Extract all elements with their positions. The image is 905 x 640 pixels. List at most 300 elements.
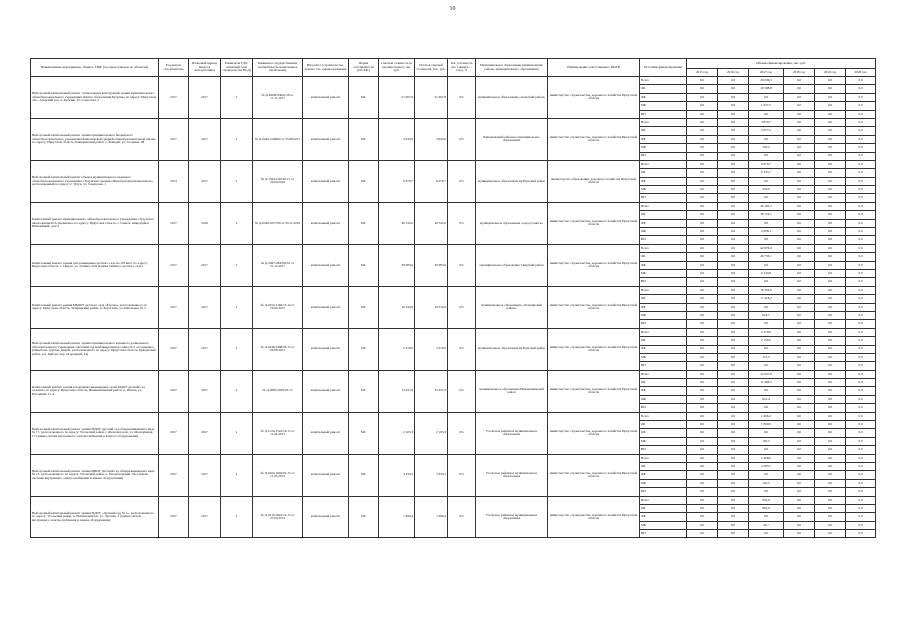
amount-cell: 0,0: [815, 93, 846, 101]
amount-cell: 0,0: [687, 521, 718, 529]
estimate: 6 679,7: [379, 160, 415, 202]
executor: министерство строительства, дорожного хозяйства Иркутской области: [548, 286, 640, 328]
amount-cell: 0,0: [687, 253, 718, 261]
source-code: ОБ: [640, 85, 687, 93]
amount-cell: 0,0: [846, 345, 876, 353]
amount-cell: 0,0: [815, 202, 846, 210]
source-code: ФБ: [640, 303, 687, 311]
remaining: 21 067,8: [415, 77, 448, 119]
amount-cell: 0,0: [687, 395, 718, 403]
amount-cell: 0,0: [815, 127, 846, 135]
amount-cell: 0,0: [846, 479, 876, 487]
amount-cell: 0,0: [846, 244, 876, 252]
amount-cell: 0,0: [846, 186, 876, 194]
amount-cell: 1 037,5: [749, 102, 784, 110]
amount-cell: 0,0: [718, 144, 749, 152]
ownership: МС: [349, 286, 379, 328]
amount-cell: 0,0: [846, 152, 876, 160]
amount-cell: 0,0: [687, 412, 718, 420]
source-code: ВИ: [640, 110, 687, 118]
amount-cell: 0,0: [687, 102, 718, 110]
work-type: капитальный ремонт: [303, 244, 349, 286]
estimate: 39 983,6: [379, 244, 415, 286]
amount-cell: 0,0: [815, 496, 846, 504]
amount-cell: 0,0: [718, 421, 749, 429]
amount-cell: 0,0: [784, 169, 815, 177]
header-work-type: Вид работ (строительство, ремонт, тех. перевооружение): [303, 59, 349, 77]
amount-cell: 0,0: [846, 286, 876, 294]
header-year: 2018 год: [784, 69, 815, 77]
amount-cell: 0,0: [784, 261, 815, 269]
readiness: 0%: [448, 370, 476, 412]
ted: х: [221, 160, 253, 202]
amount-cell: 0,0: [846, 102, 876, 110]
amount-cell: 0,0: [846, 412, 876, 420]
source-code: Всего: [640, 370, 687, 378]
end-year: 2018: [189, 202, 221, 244]
ownership: МС: [349, 370, 379, 412]
amount-cell: 120,3: [749, 479, 784, 487]
amount-cell: 0,0: [784, 228, 815, 236]
amount-cell: 19 598,8: [749, 85, 784, 93]
header-source: Источник финансирования: [640, 59, 687, 77]
amount-cell: 0,0: [815, 118, 846, 126]
source-code: ФБ: [640, 387, 687, 395]
municipality: Усольское районное муниципальное образование: [476, 454, 548, 496]
executor: министерство строительства, дорожного хозяйства Иркутской области: [548, 202, 640, 244]
amount-cell: 0,0: [846, 488, 876, 496]
amount-cell: 0,0: [846, 135, 876, 143]
table-row: [31, 202, 876, 210]
work-type: капитальный ремонт: [303, 328, 349, 370]
amount-cell: 0,0: [687, 160, 718, 168]
amount-cell: 0,0: [815, 337, 846, 345]
executor: министерство строительства, дорожного хозяйства Иркутской области: [548, 244, 640, 286]
amount-cell: 0,0: [784, 353, 815, 361]
amount-cell: 0,0: [846, 328, 876, 336]
amount-cell: 0,0: [718, 303, 749, 311]
amount-cell: 0,0: [784, 152, 815, 160]
amount-cell: 0,0: [718, 404, 749, 412]
header-volumes: Объемы финансирования, тыс. руб.: [687, 59, 876, 69]
source-code: ОБ: [640, 127, 687, 135]
amount-cell: 0,0: [846, 311, 876, 319]
amount-cell: 0,0: [749, 135, 784, 143]
amount-cell: 0,0: [718, 152, 749, 160]
source-code: Всего: [640, 160, 687, 168]
amount-cell: 0,0: [784, 530, 815, 538]
amount-cell: 0,0: [687, 462, 718, 470]
amount-cell: 0,0: [687, 345, 718, 353]
amount-cell: 0,0: [784, 211, 815, 219]
amount-cell: 0,0: [815, 370, 846, 378]
source-code: Всего: [640, 118, 687, 126]
amount-cell: 0,0: [718, 211, 749, 219]
remaining: 40 545,0: [415, 202, 448, 244]
amount-cell: 0,0: [749, 345, 784, 353]
amount-cell: 0,0: [749, 530, 784, 538]
source-code: ФБ: [640, 219, 687, 227]
amount-cell: 0,0: [846, 353, 876, 361]
amount-cell: 0,0: [846, 261, 876, 269]
amount-cell: 0,0: [718, 387, 749, 395]
amount-cell: 0,0: [815, 186, 846, 194]
municipality: муниципальное образование Свирский район: [476, 244, 548, 286]
amount-cell: 0,0: [784, 135, 815, 143]
amount-cell: 0,0: [784, 488, 815, 496]
work-type: капитальный ремонт: [303, 286, 349, 328]
start-year: 2017: [159, 77, 189, 119]
amount-cell: 0,0: [687, 353, 718, 361]
amount-cell: 18 334,9: [749, 286, 784, 294]
source-code: Всего: [640, 328, 687, 336]
amount-cell: 0,0: [718, 479, 749, 487]
ted: х: [221, 286, 253, 328]
source-code: ОБ: [640, 295, 687, 303]
amount-cell: 0,0: [815, 194, 846, 202]
project-name: Выборочный капитальный ремонт здания муниципального бюджетного общеобразовательного учреждения Баяндаевской средней общеобразовательной школы по адресу: Иркутская область, Баяндаевский район, с. Баяндай, ул. Гагарина, 48: [31, 118, 159, 160]
executor: министерство образования, дорожного хозяйства Иркутской области: [548, 160, 640, 202]
amount-cell: 0,0: [718, 186, 749, 194]
amount-cell: 0,0: [815, 521, 846, 529]
amount-cell: 0,0: [784, 320, 815, 328]
expertise: № Д-2254-2194/15.14 от 19.02.2017: [253, 286, 303, 328]
amount-cell: 0,0: [815, 303, 846, 311]
start-year: 2017: [159, 244, 189, 286]
amount-cell: 0,0: [784, 412, 815, 420]
expertise: № Д-1502-1/00/02.15 от 22.04.2016: [253, 160, 303, 202]
work-type: капитальный ремонт: [303, 496, 349, 538]
amount-cell: 0,0: [687, 328, 718, 336]
amount-cell: 0,0: [718, 345, 749, 353]
table-row: [31, 286, 876, 294]
ted: х: [221, 412, 253, 454]
amount-cell: 0,0: [718, 110, 749, 118]
source-code: Всего: [640, 454, 687, 462]
ted: х: [221, 454, 253, 496]
amount-cell: 0,0: [846, 194, 876, 202]
amount-cell: 0,0: [718, 135, 749, 143]
amount-cell: 0,0: [815, 278, 846, 286]
project-name: Капитальный ремонт здания и наружных инженерных сетей МДОУ детский сад «Сказка» по адресу: Иркутская область, Нижнеилимский район, п. Янгель, ул. Нагорный, 21 А: [31, 370, 159, 412]
remaining: 6 679,7: [415, 160, 448, 202]
source-code: МБ: [640, 144, 687, 152]
amount-cell: 0,0: [815, 446, 846, 454]
amount-cell: 0,0: [687, 269, 718, 277]
amount-cell: 0,0: [687, 135, 718, 143]
project-name: Выборочный капитальный ремонт здания МДОУ детский сад общеразвивающего вида № 17, расположенного по адресу: Усольский район, г. Железногорск, ул. Молодёжная, 17 (замена систем внутреннего электроснабжения и водного оборудования): [31, 412, 159, 454]
source-code: Всего: [640, 496, 687, 504]
amount-cell: 334,0: [749, 186, 784, 194]
amount-cell: 0,0: [687, 379, 718, 387]
amount-cell: 0,0: [687, 169, 718, 177]
amount-cell: 1 966,2: [749, 412, 784, 420]
project-name: Выборочный капитальный ремонт здания муниципального казенного дошкольного образовательного учреждения «Детский сад комбинированного вида № 5 «Солнышко» (пищеблок, группы, дверей, расположенного по адресу: Иркутская область, Куйтунский район, р.п. Куйтун, пер. Огородный, 24): [31, 328, 159, 370]
amount-cell: 0,0: [687, 454, 718, 462]
source-code: ВИ: [640, 446, 687, 454]
amount-cell: 0,0: [687, 504, 718, 512]
investment-program-table: [30, 58, 876, 538]
amount-cell: 0,0: [784, 194, 815, 202]
source-code: ОБ: [640, 379, 687, 387]
amount-cell: 0,0: [784, 269, 815, 277]
source-code: ВИ: [640, 404, 687, 412]
amount-cell: 0,0: [718, 269, 749, 277]
executor: министерство строительства, дорожного хозяйства Иркутской области: [548, 118, 640, 160]
amount-cell: 0,0: [687, 261, 718, 269]
estimate: 3 434,5: [379, 454, 415, 496]
amount-cell: 0,0: [687, 144, 718, 152]
amount-cell: 0,0: [784, 437, 815, 445]
amount-cell: 0,0: [846, 85, 876, 93]
source-code: Всего: [640, 286, 687, 294]
header-year: 2020 год: [846, 69, 876, 77]
amount-cell: 0,0: [846, 169, 876, 177]
ownership: МС: [349, 412, 379, 454]
amount-cell: 0,0: [784, 404, 815, 412]
ownership: МС: [349, 77, 379, 119]
amount-cell: 0,0: [815, 160, 846, 168]
expertise: № Д-2448-2488/05.15 от 09.08.2013: [253, 328, 303, 370]
amount-cell: 2 285,7: [749, 462, 784, 470]
amount-cell: 0,0: [784, 93, 815, 101]
amount-cell: 193,5: [749, 144, 784, 152]
header-estimate: Сметная стоимость (в текущих ценах), тыс. руб.: [379, 59, 415, 77]
table-row: [31, 244, 876, 252]
amount-cell: 0,0: [749, 488, 784, 496]
amount-cell: 0,0: [784, 253, 815, 261]
executor: министерство строительства, дорожного хозяйства Иркутской области: [548, 328, 640, 370]
amount-cell: 0,0: [846, 513, 876, 521]
table-row: [31, 160, 876, 168]
source-code: ФБ: [640, 93, 687, 101]
estimate: 2 103,3: [379, 412, 415, 454]
amount-cell: 0,0: [815, 328, 846, 336]
ownership: МС: [349, 118, 379, 160]
municipality: муниципальное образование «Заларинский район»: [476, 286, 548, 328]
amount-cell: 0,0: [784, 370, 815, 378]
amount-cell: 0,0: [718, 102, 749, 110]
amount-cell: 0,0: [718, 160, 749, 168]
amount-cell: 0,0: [687, 479, 718, 487]
amount-cell: 0,0: [784, 127, 815, 135]
amount-cell: 0,0: [687, 496, 718, 504]
amount-cell: 0,0: [784, 345, 815, 353]
amount-cell: 0,0: [846, 530, 876, 538]
amount-cell: 0,0: [718, 118, 749, 126]
source-code: МБ: [640, 395, 687, 403]
amount-cell: 1 860,9: [749, 421, 784, 429]
expertise: № Д-2067-264709/10 от 21.12.2017: [253, 244, 303, 286]
ted: х: [221, 244, 253, 286]
source-code: МБ: [640, 479, 687, 487]
table-row: [31, 328, 876, 336]
header-readiness: Тех. готовность (на 1 января ... года), %: [448, 59, 476, 77]
ownership: МС: [349, 496, 379, 538]
amount-cell: 0,0: [687, 513, 718, 521]
amount-cell: 0,0: [815, 261, 846, 269]
amount-cell: 2 406,0: [749, 454, 784, 462]
amount-cell: 0,0: [687, 202, 718, 210]
source-code: ФБ: [640, 345, 687, 353]
amount-cell: 0,0: [784, 504, 815, 512]
table-row: [31, 370, 876, 378]
amount-cell: 0,0: [815, 362, 846, 370]
table-row: [31, 77, 876, 85]
amount-cell: 0,0: [784, 521, 815, 529]
amount-cell: 932,6: [749, 496, 784, 504]
amount-cell: 0,0: [687, 228, 718, 236]
source-code: ОБ: [640, 421, 687, 429]
amount-cell: 962,9: [749, 504, 784, 512]
start-year: 2017: [159, 454, 189, 496]
amount-cell: 0,0: [718, 446, 749, 454]
amount-cell: 0,0: [687, 488, 718, 496]
ownership: МС: [349, 454, 379, 496]
ted: х: [221, 202, 253, 244]
source-code: МБ: [640, 437, 687, 445]
remaining: 1 690,4: [415, 496, 448, 538]
amount-cell: 0,0: [687, 303, 718, 311]
amount-cell: 0,0: [718, 85, 749, 93]
amount-cell: 916,7: [749, 311, 784, 319]
start-year: 2013: [159, 160, 189, 202]
source-code: ОБ: [640, 504, 687, 512]
amount-cell: 6 679,7: [749, 160, 784, 168]
source-code: ФБ: [640, 261, 687, 269]
amount-cell: 0,0: [718, 504, 749, 512]
readiness: 0%: [448, 244, 476, 286]
amount-cell: 0,0: [784, 202, 815, 210]
source-code: ОБ: [640, 211, 687, 219]
amount-cell: 0,0: [718, 370, 749, 378]
executor: министерство строительства, дорожного хозяйства Иркутской области: [548, 412, 640, 454]
estimate: 40 545,0: [379, 202, 415, 244]
source-code: МБ: [640, 228, 687, 236]
amount-cell: 0,0: [749, 387, 784, 395]
remaining: 3 434,5: [415, 454, 448, 496]
amount-cell: 46,7: [749, 521, 784, 529]
amount-cell: 0,0: [718, 295, 749, 303]
amount-cell: 0,0: [784, 77, 815, 85]
project-name: Капитальный ремонт здания для размещения детского сада на 105 мест по адресу: Иркутская область, г. Свирск, ул. Ленина, 23А (здание бывшего детского сада): [31, 244, 159, 286]
ownership: МС: [349, 244, 379, 286]
amount-cell: 0,0: [687, 404, 718, 412]
amount-cell: 0,0: [784, 286, 815, 294]
end-year: 2017: [189, 370, 221, 412]
amount-cell: 0,0: [784, 303, 815, 311]
amount-cell: 0,0: [718, 328, 749, 336]
amount-cell: 0,0: [718, 93, 749, 101]
amount-cell: 0,0: [718, 286, 749, 294]
amount-cell: 0,0: [815, 85, 846, 93]
amount-cell: 0,0: [784, 421, 815, 429]
amount-cell: 0,0: [718, 471, 749, 479]
amount-cell: 0,0: [718, 412, 749, 420]
amount-cell: 3 677,2: [749, 127, 784, 135]
amount-cell: 0,0: [846, 404, 876, 412]
end-year: 2017: [189, 412, 221, 454]
remaining: 39 983,6: [415, 244, 448, 286]
header-year: 2015 год: [687, 69, 718, 77]
amount-cell: 2 143,8: [749, 269, 784, 277]
amount-cell: 0,0: [784, 177, 815, 185]
header-remaining: Остаток сметной стоимости, тыс. руб.: [415, 59, 448, 77]
estimate: 3 943,6: [379, 118, 415, 160]
amount-cell: 0,0: [784, 160, 815, 168]
expertise: № Д-1610-1610/12.15 от 27.03.2014: [253, 496, 303, 538]
readiness: 0%: [448, 454, 476, 496]
project-name: Выборочный капитальный ремонт здания МДОУ «Детский сад № 1», расположенного по адресу: Усольский район, п. Новомальтинск, ул. Луговая, 3 (замена систем внутреннего электроснабжения и замена оборудования): [31, 496, 159, 538]
municipality: муниципальное образование Куйтунский район: [476, 160, 548, 202]
page-number: 10: [449, 6, 456, 12]
amount-cell: 0,0: [784, 244, 815, 252]
amount-cell: 0,0: [749, 194, 784, 202]
amount-cell: 0,0: [749, 177, 784, 185]
readiness: 0%: [448, 202, 476, 244]
expertise: № Д-1524-1524/16.15 от 11.04.2013: [253, 412, 303, 454]
estimate: 21 067,8: [379, 77, 415, 119]
amount-cell: 0,0: [687, 152, 718, 160]
amount-cell: 0,0: [718, 169, 749, 177]
amount-cell: 0,0: [815, 311, 846, 319]
amount-cell: 0,0: [687, 77, 718, 85]
amount-cell: 0,0: [784, 144, 815, 152]
amount-cell: 0,0: [749, 471, 784, 479]
source-code: МБ: [640, 102, 687, 110]
amount-cell: 3 870,7: [749, 118, 784, 126]
amount-cell: 113,5: [749, 353, 784, 361]
amount-cell: 0,0: [718, 194, 749, 202]
header-year: 2019 год: [815, 69, 846, 77]
expertise: № Д-2085-2065/02.15: [253, 370, 303, 412]
municipality: муниципальное образование «город Саянск»: [476, 202, 548, 244]
amount-cell: 0,0: [718, 253, 749, 261]
amount-cell: 0,0: [718, 362, 749, 370]
amount-cell: 0,0: [846, 278, 876, 286]
amount-cell: 0,0: [815, 471, 846, 479]
amount-cell: 0,0: [784, 379, 815, 387]
amount-cell: 0,0: [846, 118, 876, 126]
amount-cell: 0,0: [687, 295, 718, 303]
amount-cell: 641,4: [749, 395, 784, 403]
work-type: капитальный ремонт: [303, 370, 349, 412]
amount-cell: 0,0: [815, 353, 846, 361]
amount-cell: 0,0: [687, 437, 718, 445]
remaining: 2 103,3: [415, 412, 448, 454]
amount-cell: 0,0: [784, 110, 815, 118]
amount-cell: 0,0: [815, 379, 846, 387]
amount-cell: 0,0: [846, 236, 876, 244]
amount-cell: 11 996,5: [749, 379, 784, 387]
amount-cell: 0,0: [749, 93, 784, 101]
end-year: 2017: [189, 496, 221, 538]
amount-cell: 17 418,2: [749, 295, 784, 303]
estimate: 18 334,9: [379, 286, 415, 328]
amount-cell: 0,0: [749, 362, 784, 370]
amount-cell: 0,0: [846, 219, 876, 227]
amount-cell: 0,0: [784, 102, 815, 110]
amount-cell: 0,0: [815, 404, 846, 412]
amount-cell: 0,0: [718, 462, 749, 470]
remaining: 18 334,9: [415, 286, 448, 328]
remaining: 2 270,0: [415, 328, 448, 370]
estimate: 2 270,0: [379, 328, 415, 370]
amount-cell: 0,0: [718, 353, 749, 361]
amount-cell: 0,0: [784, 387, 815, 395]
expertise: № Д-490И-0300о/18 от 17.11.2017: [253, 77, 303, 119]
amount-cell: 0,0: [687, 446, 718, 454]
